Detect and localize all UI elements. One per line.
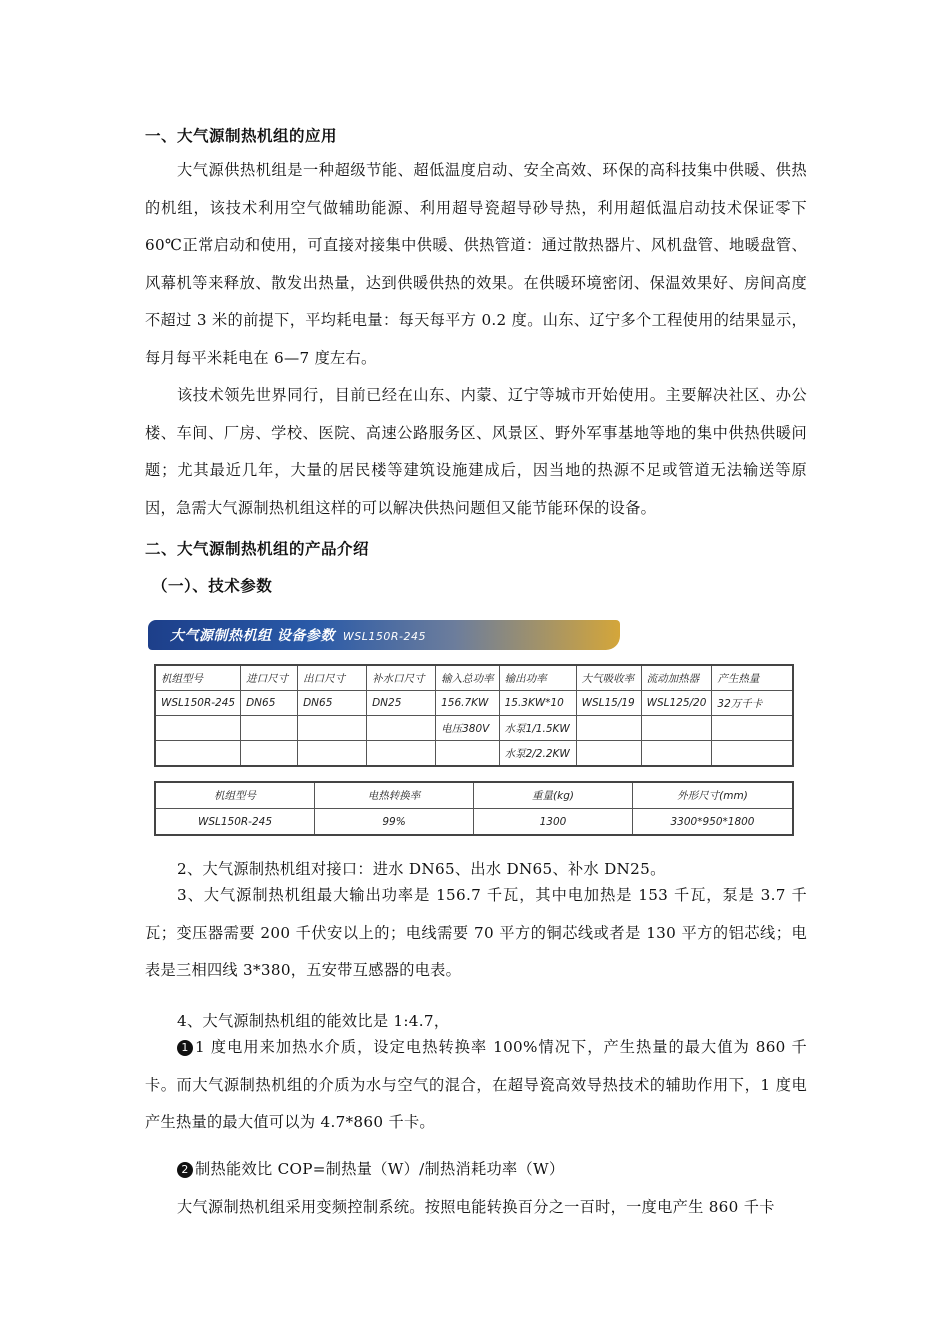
table-cell: 32万千卡 [712, 691, 793, 716]
last-paragraph: 大气源制热机组采用变频控制系统。按照电能转换百分之一百时，一度电产生 860 千卡 [177, 1198, 775, 1216]
table-cell: 水泵2/2.2KW [499, 741, 576, 767]
item-circled-1 [145, 1029, 807, 1142]
item-circled-2 [177, 1158, 839, 1179]
table-header-cell: 机组型号 [155, 665, 241, 691]
table-row [155, 809, 793, 836]
table-cell [155, 741, 241, 767]
table-header-cell: 补水口尺寸 [367, 665, 436, 691]
table-header-row [155, 665, 793, 691]
table-cell: DN65 [241, 691, 298, 716]
table-row [155, 691, 793, 716]
table-header-cell: 流动加热器 [641, 665, 712, 691]
table-cell: DN25 [367, 691, 436, 716]
table-header-cell: 电热转换率 [315, 782, 474, 809]
table-cell [298, 741, 367, 767]
spec-table-1 [154, 664, 794, 767]
item-4: 4、大气源制热机组的能效比是 1:4.7， [177, 1012, 450, 1030]
table-header-cell: 进口尺寸 [241, 665, 298, 691]
table-header-row [155, 782, 793, 809]
table-row [155, 741, 793, 767]
table-cell: WSL15/19 [576, 691, 641, 716]
section2-heading: 二、大气源制热机组的产品介绍 [145, 540, 370, 558]
table-header-cell: 输入总功率 [436, 665, 500, 691]
table-cell [241, 716, 298, 741]
table-header-cell: 重量(kg) [474, 782, 633, 809]
spec-banner [148, 620, 620, 650]
table-cell [712, 716, 793, 741]
table-cell [712, 741, 793, 767]
banner-title-text: 大气源制热机组 设备参数 [170, 628, 335, 644]
table-cell: 156.7KW [436, 691, 500, 716]
table-cell: 水泵1/1.5KW [499, 716, 576, 741]
table-cell: WSL125/20 [641, 691, 712, 716]
section1-paragraph-2: 该技术领先世界同行，目前已经在山东、内蒙、辽宁等城市开始使用。主要解决社区、办公楼、车间、厂房、学校、医院、高速公路服务区、风景区、野外军事基地等地的集中供热供暖问题；尤其最近几年，大量的居民楼等建筑设施建成后，因当地的热源不足或管道无法输送等原因，急需大气源制热机组这样的可以解决供热问题但又能节能环保的设备。 [145, 386, 807, 517]
table-header-cell: 大气吸收率 [576, 665, 641, 691]
table-cell: WSL150R-245 [155, 809, 315, 836]
table-cell [241, 741, 298, 767]
table-cell [576, 716, 641, 741]
banner-title [170, 625, 426, 645]
table-header-cell: 产生热量 [712, 665, 793, 691]
circled-number-2: 2 [177, 1162, 193, 1178]
table-cell: 1300 [474, 809, 633, 836]
spec-table-2 [154, 781, 794, 836]
table-cell [298, 716, 367, 741]
table-cell [367, 741, 436, 767]
table-header-cell: 出口尺寸 [298, 665, 367, 691]
subsection-heading: （一）、技术参数 [152, 577, 273, 595]
section1-paragraph-1: 大气源供热机组是一种超级节能、超低温度启动、安全高效、环保的高科技集中供暖、供热的机组，该技术利用空气做辅助能源、利用超导瓷超导砂导热，利用超低温启动技术保证零下 60℃正常启动和使用，可直接对接集中供暖、供热管道：通过散热器片、风机盘管、地暖盘管、风幕机等来释放、散发出热量，达到供暖供热的效果。在供暖环境密闭、保温效果好、房间高度不超过 3 米的前提下，平均耗电量：每天每平方 0.2 度。山东、辽宁多个工程使用的结果显示，每月每平米耗电在 6—7 度左右。 [145, 161, 807, 367]
table-cell: 15.3KW*10 [499, 691, 576, 716]
table-cell: 电压380V [436, 716, 500, 741]
table-header-cell: 输出功率 [499, 665, 576, 691]
table-cell [367, 716, 436, 741]
table-cell [641, 741, 712, 767]
table-header-cell: 机组型号 [155, 782, 315, 809]
banner-model: WSL150R-245 [342, 630, 426, 643]
item-circled-1-text: 1 度电用来加热水介质，设定电热转换率 100%情况下，产生热量的最大值为 860 千卡。而大气源制热机组的介质为水与空气的混合，在超导瓷高效导热技术的辅助作用下，1 度电产生热量的最大值可以为 4.7*860 千卡。 [145, 1038, 807, 1131]
table-cell [436, 741, 500, 767]
table-cell [576, 741, 641, 767]
table-cell: WSL150R-245 [155, 691, 241, 716]
table-cell [641, 716, 712, 741]
table-header-cell: 外形尺寸(mm) [633, 782, 794, 809]
section1-heading: 一、大气源制热机组的应用 [145, 127, 338, 145]
table-cell: 99% [315, 809, 474, 836]
item-2: 2、大气源制热机组对接口：进水 DN65、出水 DN65、补水 DN25。 [177, 860, 666, 878]
table-cell [155, 716, 241, 741]
circled-number-1: 1 [177, 1040, 193, 1056]
table-row [155, 716, 793, 741]
item-3: 3、大气源制热机组最大输出功率是 156.7 千瓦，其中电加热是 153 千瓦，泵是 3.7 千瓦；变压器需要 200 千伏安以上的；电线需要 70 平方的铜芯线或者是 130 平方的铝芯线；电表是三相四线 3*380，五安带互感器的电表。 [145, 886, 807, 979]
table-cell: 3300*950*1800 [633, 809, 794, 836]
table-cell: DN65 [298, 691, 367, 716]
item-circled-2-text: 制热能效比 COP=制热量（W）/制热消耗功率（W） [195, 1160, 565, 1178]
